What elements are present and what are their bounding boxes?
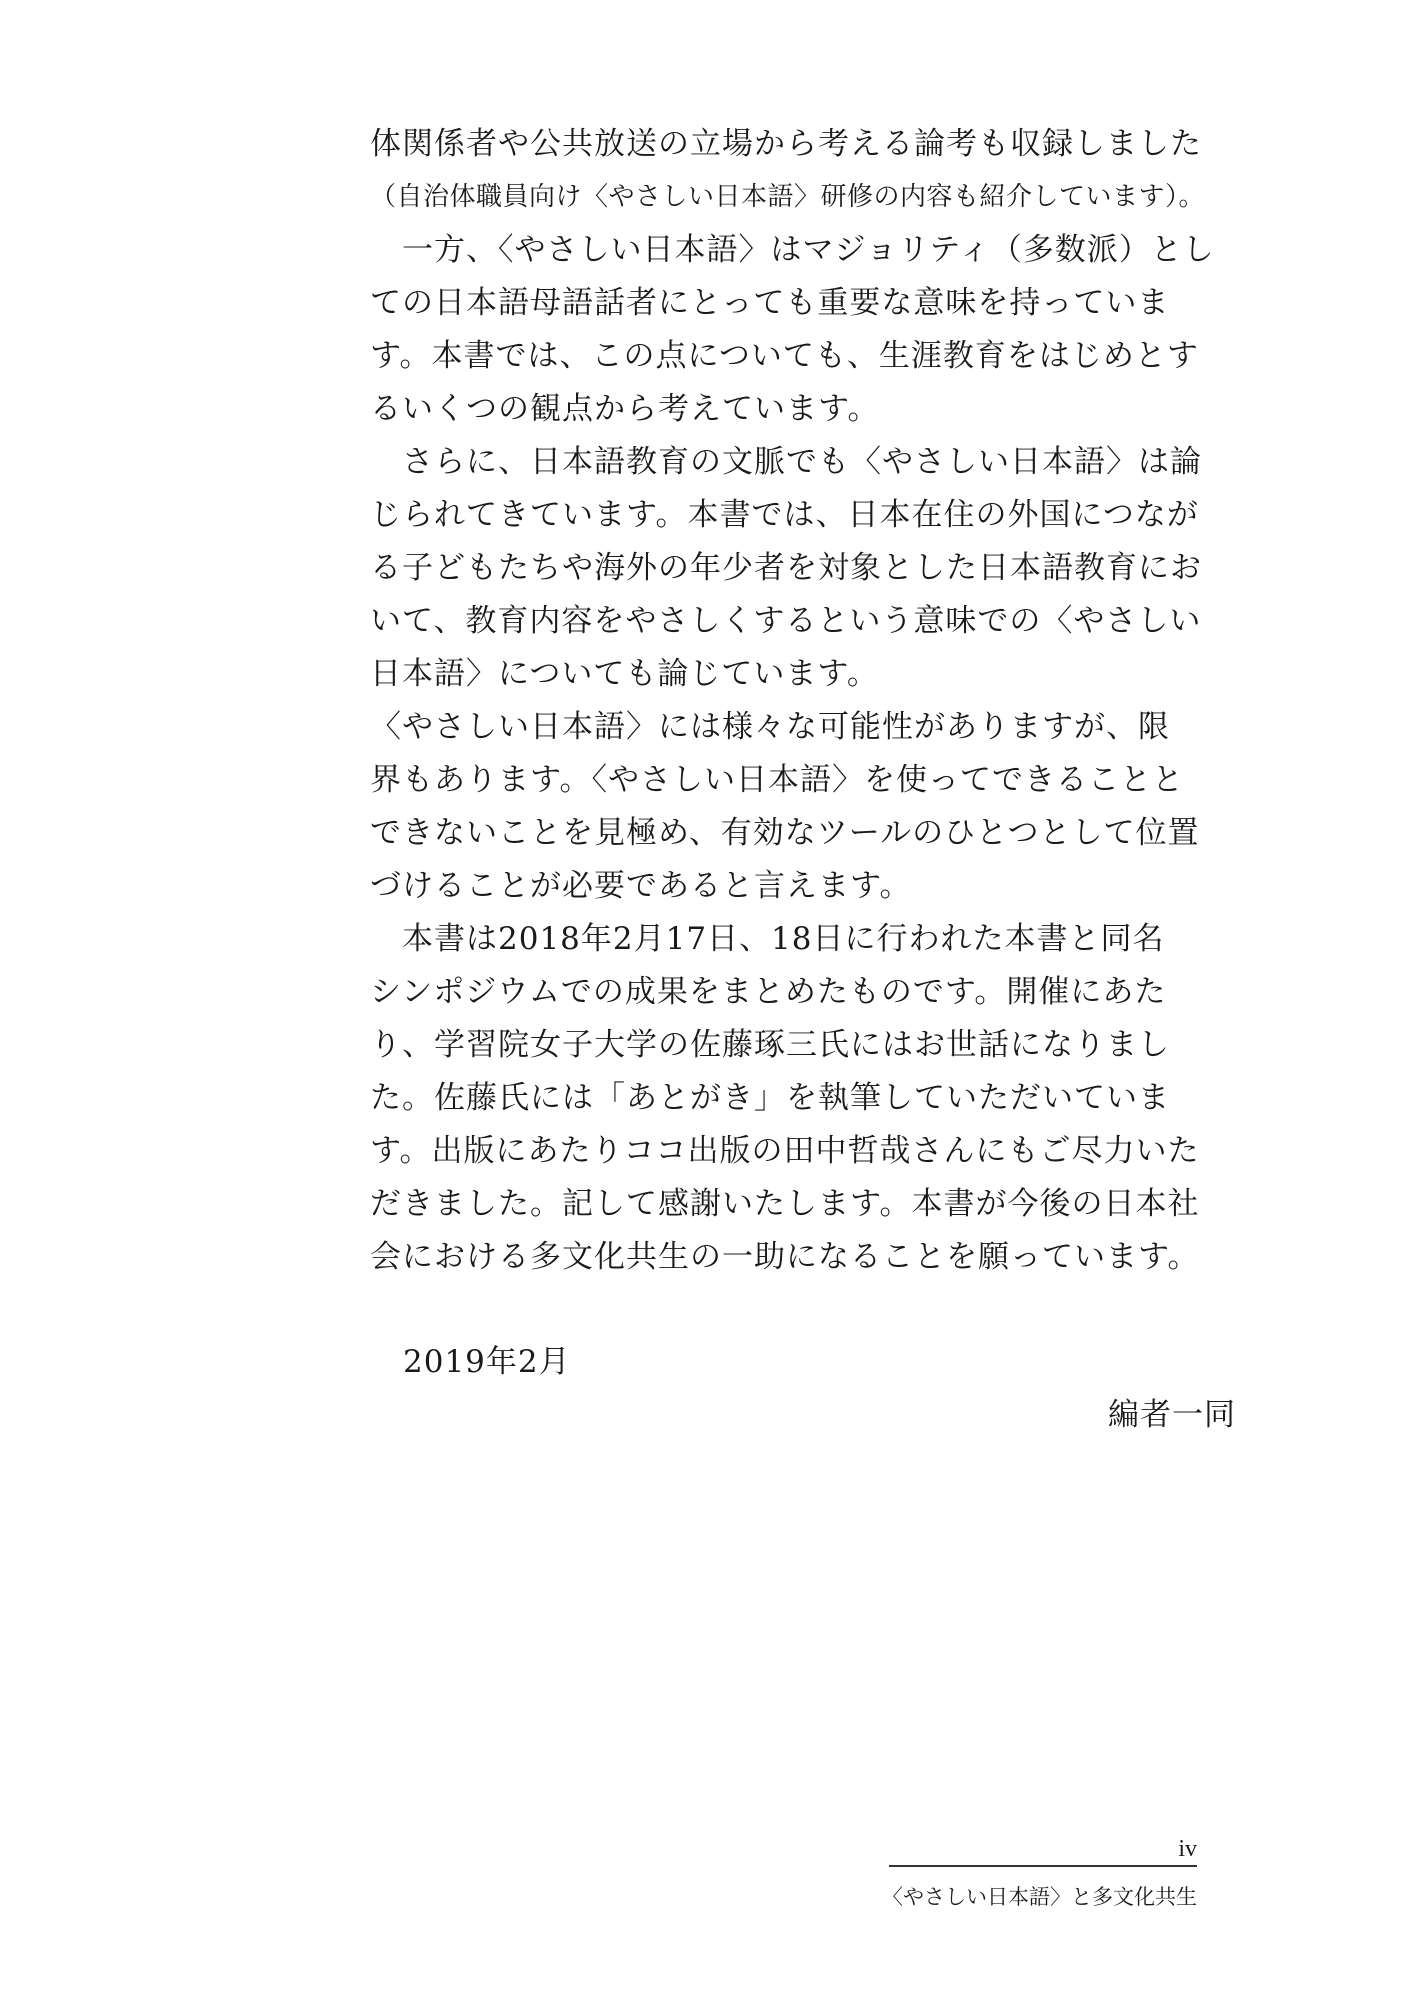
text-line: じられてきています。本書では、日本在住の外国につなが xyxy=(370,497,1199,533)
text-line: す。出版にあたりココ出版の田中哲哉さんにもご尽力いた xyxy=(370,1133,1200,1169)
text-line: できないことを見極め、有効なツールのひとつとして位置 xyxy=(370,815,1200,851)
text-line: いて、教育内容をやさしくするという意味での〈やさしい xyxy=(370,603,1202,639)
text-line: さらに、日本語教育の文脈でも〈やさしい日本語〉は論 xyxy=(370,444,1202,480)
body-text xyxy=(370,118,1240,1442)
text-line: る子どもたちや海外の年少者を対象とした日本語教育にお xyxy=(370,550,1202,586)
text-line: るいくつの観点から考えています。 xyxy=(370,391,880,427)
footer-divider xyxy=(889,1865,1197,1867)
closing-signature: 編者一同 xyxy=(1108,1397,1236,1433)
text-line: 本書は2018年2月17日、18日に行われた本書と同名 xyxy=(370,921,1165,957)
text-line: （自治体職員向け〈やさしい日本語〉研修の内容も紹介しています）。 xyxy=(370,182,1206,212)
text-line: た。佐藤氏には「あとがき」を執筆していただいていま xyxy=(370,1080,1170,1116)
text-line: 体関係者や公共放送の立場から考える論考も収録しました xyxy=(370,126,1202,162)
paragraph-gap xyxy=(370,1284,1240,1336)
text-line: す。本書では、この点についても、生涯教育をはじめとす xyxy=(370,338,1199,374)
text-line: り、学習院女子大学の佐藤琢三氏にはお世話になりまし xyxy=(370,1027,1170,1063)
text-line: ての日本語母語話者にとっても重要な意味を持っていま xyxy=(370,285,1170,321)
text-line: 〈やさしい日本語〉には様々な可能性がありますが、限 xyxy=(370,709,1170,745)
page-number: iv xyxy=(1178,1836,1197,1862)
text-line: 日本語〉についても論じています。 xyxy=(370,656,879,692)
text-line: だきました。記して感謝いたします。本書が今後の日本社 xyxy=(370,1186,1200,1222)
text-line: 一方、〈やさしい日本語〉はマジョリティ（多数派）とし xyxy=(370,232,1215,268)
text-line: シンポジウムでの成果をまとめたものです。開催にあた xyxy=(370,974,1167,1010)
text-line: 界もあります。〈やさしい日本語〉を使ってできることと xyxy=(370,762,1185,798)
running-footer-title: 〈やさしい日本語〉と多文化共生 xyxy=(882,1885,1197,1909)
text-line: 会における多文化共生の一助になることを願っています。 xyxy=(370,1239,1200,1275)
text-line: づけることが必要であると言えます。 xyxy=(370,868,912,904)
closing-date: 2019年2月 xyxy=(403,1344,571,1380)
